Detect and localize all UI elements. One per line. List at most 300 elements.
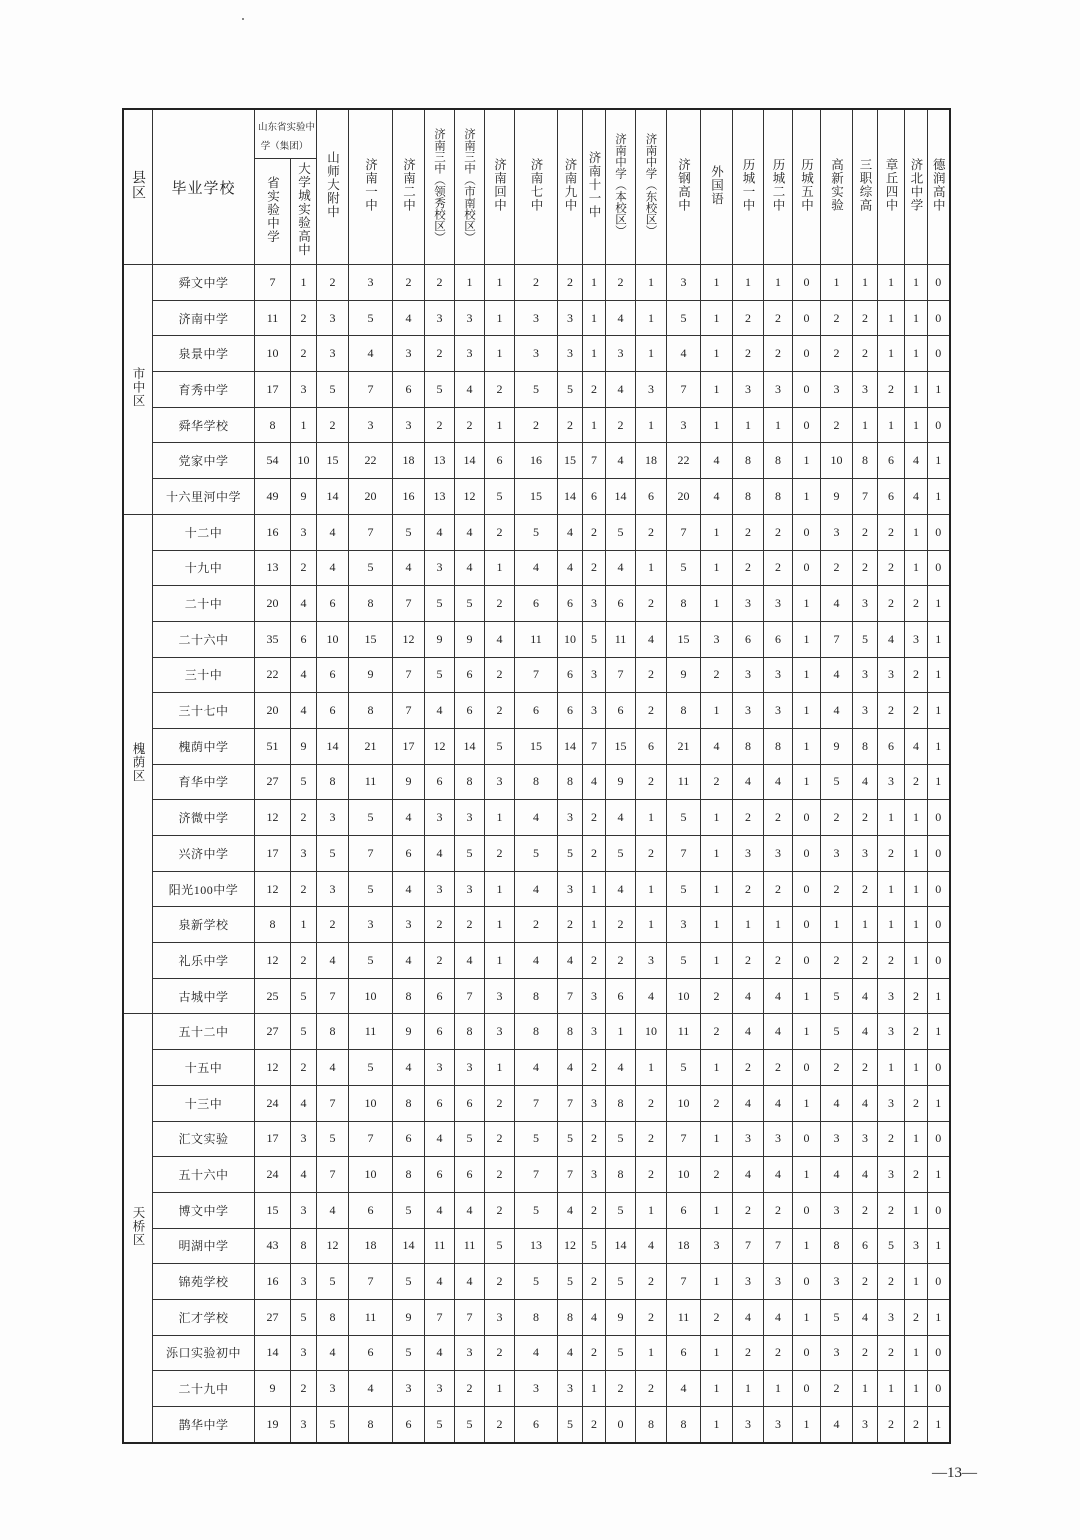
quota-value: 20 (667, 479, 701, 515)
quota-value: 12 (255, 800, 291, 836)
quota-value: 6 (515, 586, 558, 622)
school-name: 泉新学校 (153, 907, 255, 943)
quota-value: 1 (701, 407, 733, 443)
quota-value: 2 (764, 800, 793, 836)
quota-value: 5 (853, 621, 878, 657)
quota-value: 1 (485, 800, 515, 836)
quota-value: 11 (667, 764, 701, 800)
table-row (123, 550, 950, 586)
quota-value: 4 (636, 978, 667, 1014)
quota-value: 5 (291, 978, 317, 1014)
quota-value: 3 (349, 907, 393, 943)
quota-value: 11 (255, 300, 291, 336)
quota-value: 15 (255, 1192, 291, 1228)
quota-value: 4 (317, 1335, 349, 1371)
header-col-7 (485, 109, 515, 265)
quota-value: 5 (667, 943, 701, 979)
quota-value: 1 (905, 1050, 928, 1086)
quota-value: 5 (455, 836, 485, 872)
header-col-10-label: 济南十一中 (587, 151, 602, 219)
quota-value: 1 (733, 265, 764, 301)
header-col-9-label: 济南九中 (563, 158, 578, 212)
quota-value: 1 (764, 907, 793, 943)
quota-value: 1 (793, 1228, 821, 1264)
quota-value: 4 (701, 479, 733, 515)
header-col-18 (821, 109, 853, 265)
quota-value: 4 (317, 943, 349, 979)
quota-value: 8 (349, 586, 393, 622)
table-row (123, 1121, 950, 1157)
quota-value: 2 (821, 407, 853, 443)
quota-value: 2 (636, 693, 667, 729)
quota-value: 1 (701, 300, 733, 336)
quota-value: 2 (853, 1192, 878, 1228)
quota-value: 2 (425, 265, 455, 301)
quota-value: 2 (485, 1121, 515, 1157)
table-row (123, 978, 950, 1014)
table-row (123, 372, 950, 408)
header-col-2-label: 山师大附中 (325, 151, 341, 219)
quota-value: 2 (606, 943, 636, 979)
quota-value: 2 (733, 1050, 764, 1086)
quota-value: 10 (667, 978, 701, 1014)
header-col-17 (793, 109, 821, 265)
header-col-9 (558, 109, 583, 265)
quota-value: 2 (905, 1407, 928, 1443)
quota-value: 4 (636, 1228, 667, 1264)
quota-value: 3 (821, 1264, 853, 1300)
quota-value: 4 (558, 514, 583, 550)
quota-value: 3 (558, 800, 583, 836)
quota-value: 3 (425, 1050, 455, 1086)
quota-value: 4 (764, 1014, 793, 1050)
quota-value: 2 (733, 336, 764, 372)
quota-value: 1 (733, 407, 764, 443)
quota-value: 7 (317, 978, 349, 1014)
quota-value: 1 (701, 871, 733, 907)
school-name: 十三中 (153, 1085, 255, 1121)
quota-value: 8 (393, 1157, 425, 1193)
quota-value: 4 (515, 800, 558, 836)
quota-value: 6 (455, 1085, 485, 1121)
quota-value: 3 (291, 514, 317, 550)
quota-value: 3 (853, 586, 878, 622)
quota-value: 5 (349, 300, 393, 336)
header-col-16-label: 历城二中 (771, 158, 786, 212)
quota-value: 7 (425, 1299, 455, 1335)
quota-value: 22 (667, 443, 701, 479)
quota-value: 1 (905, 907, 928, 943)
quota-value: 3 (393, 336, 425, 372)
quota-value: 2 (878, 586, 905, 622)
quota-value: 6 (425, 978, 455, 1014)
quota-value: 20 (255, 693, 291, 729)
quota-value: 3 (425, 300, 455, 336)
quota-value: 16 (255, 514, 291, 550)
quota-value: 1 (905, 943, 928, 979)
quota-value: 2 (636, 764, 667, 800)
quota-value: 4 (455, 514, 485, 550)
quota-value: 2 (583, 550, 606, 586)
quota-value: 1 (905, 372, 928, 408)
quota-value: 8 (349, 693, 393, 729)
quota-value: 2 (853, 1050, 878, 1086)
header-col-22-label: 德润高中 (931, 158, 947, 212)
quota-value: 9 (291, 479, 317, 515)
quota-value: 0 (928, 871, 950, 907)
quota-value: 3 (878, 1157, 905, 1193)
header-col-21 (905, 109, 928, 265)
quota-value: 11 (667, 1299, 701, 1335)
quota-value: 1 (636, 871, 667, 907)
quota-value: 13 (255, 550, 291, 586)
quota-value: 2 (853, 300, 878, 336)
quota-value: 2 (515, 407, 558, 443)
quota-value: 5 (821, 978, 853, 1014)
quota-value: 7 (455, 1299, 485, 1335)
quota-value: 1 (928, 443, 950, 479)
quota-value: 2 (905, 764, 928, 800)
quota-value: 8 (317, 764, 349, 800)
quota-value: 7 (455, 978, 485, 1014)
district-name: 天桥区 (131, 1205, 146, 1247)
quota-value: 4 (701, 728, 733, 764)
quota-value: 4 (606, 372, 636, 408)
quota-value: 7 (667, 514, 701, 550)
table-row (123, 265, 950, 301)
quota-value: 4 (821, 586, 853, 622)
quota-value: 2 (291, 1050, 317, 1086)
quota-value: 5 (821, 764, 853, 800)
quota-value: 15 (515, 479, 558, 515)
table-row (123, 907, 950, 943)
quota-value: 6 (393, 1121, 425, 1157)
quota-value: 8 (515, 1014, 558, 1050)
quota-value: 5 (558, 836, 583, 872)
quota-value: 7 (606, 657, 636, 693)
quota-value: 4 (701, 443, 733, 479)
quota-value: 13 (515, 1228, 558, 1264)
quota-value: 1 (878, 907, 905, 943)
table-row (123, 1228, 950, 1264)
quota-value: 5 (606, 1192, 636, 1228)
quota-value: 4 (291, 657, 317, 693)
quota-value: 2 (878, 836, 905, 872)
quota-value: 2 (317, 265, 349, 301)
header-school-label: 毕业学校 (171, 178, 236, 197)
quota-value: 9 (393, 764, 425, 800)
quota-value: 0 (793, 1050, 821, 1086)
table-row (123, 800, 950, 836)
school-name: 济微中学 (153, 800, 255, 836)
quota-value: 2 (853, 514, 878, 550)
quota-value: 1 (905, 336, 928, 372)
header-col-14-label: 外国语 (709, 164, 725, 206)
quota-value: 4 (853, 1299, 878, 1335)
quota-value: 7 (764, 1228, 793, 1264)
quota-value: 5 (558, 1264, 583, 1300)
header-col-1-label: 大学城实验高中 (296, 162, 312, 257)
quota-value: 0 (928, 1121, 950, 1157)
header-col-11-label: 济南中学（本校区） (614, 133, 628, 237)
quota-value: 11 (455, 1228, 485, 1264)
quota-value: 2 (291, 800, 317, 836)
quota-value: 0 (928, 265, 950, 301)
header-school (153, 109, 255, 265)
quota-value: 2 (485, 514, 515, 550)
quota-value: 12 (425, 728, 455, 764)
quota-value: 6 (733, 621, 764, 657)
quota-value: 3 (733, 1121, 764, 1157)
quota-value: 15 (515, 728, 558, 764)
quota-value: 9 (393, 1014, 425, 1050)
quota-value: 8 (291, 1228, 317, 1264)
table-row (123, 1335, 950, 1371)
quota-value: 3 (853, 372, 878, 408)
quota-value: 4 (425, 836, 455, 872)
quota-value: 1 (636, 907, 667, 943)
header-col-16 (764, 109, 793, 265)
table-row (123, 836, 950, 872)
quota-value: 5 (606, 1335, 636, 1371)
quota-value: 4 (905, 728, 928, 764)
quota-value: 2 (558, 907, 583, 943)
school-name: 鹊华中学 (153, 1407, 255, 1443)
header-col-13 (667, 109, 701, 265)
quota-value: 3 (878, 764, 905, 800)
quota-value: 3 (667, 265, 701, 301)
quota-value: 8 (515, 764, 558, 800)
quota-value: 1 (701, 372, 733, 408)
quota-value: 7 (255, 265, 291, 301)
quota-value: 1 (878, 871, 905, 907)
quota-value: 5 (583, 1228, 606, 1264)
table-row (123, 871, 950, 907)
quota-value: 5 (349, 800, 393, 836)
quota-value: 8 (636, 1407, 667, 1443)
quota-value: 4 (425, 1192, 455, 1228)
quota-value: 0 (928, 1050, 950, 1086)
quota-value: 7 (853, 479, 878, 515)
quota-value: 1 (905, 265, 928, 301)
quota-value: 2 (606, 907, 636, 943)
quota-value: 3 (291, 836, 317, 872)
quota-value: 5 (393, 1264, 425, 1300)
quota-value: 2 (636, 1157, 667, 1193)
quota-value: 2 (853, 550, 878, 586)
quota-value: 6 (515, 693, 558, 729)
school-name: 汇才学校 (153, 1299, 255, 1335)
quota-value: 1 (701, 943, 733, 979)
header-col-11 (606, 109, 636, 265)
quota-value: 3 (485, 1299, 515, 1335)
quota-value: 7 (317, 1157, 349, 1193)
quota-value: 2 (583, 1050, 606, 1086)
quota-value: 8 (764, 443, 793, 479)
quota-value: 1 (878, 407, 905, 443)
quota-value: 3 (853, 836, 878, 872)
quota-value: 1 (905, 514, 928, 550)
quota-value: 3 (606, 336, 636, 372)
quota-value: 1 (878, 300, 905, 336)
quota-value: 0 (793, 1335, 821, 1371)
quota-value: 1 (291, 265, 317, 301)
quota-value: 4 (606, 1050, 636, 1086)
quota-value: 2 (485, 1264, 515, 1300)
quota-value: 5 (485, 728, 515, 764)
quota-value: 9 (425, 621, 455, 657)
quota-value: 4 (558, 1192, 583, 1228)
quota-value: 0 (793, 407, 821, 443)
header-group-shiyan-label: 山东省实验中学（集团） (257, 122, 315, 152)
quota-value: 2 (878, 550, 905, 586)
quota-value: 2 (821, 943, 853, 979)
quota-value: 5 (485, 479, 515, 515)
quota-value: 2 (733, 871, 764, 907)
quota-value: 27 (255, 1014, 291, 1050)
quota-value: 1 (764, 1371, 793, 1407)
quota-value: 6 (393, 1407, 425, 1443)
quota-value: 3 (821, 1335, 853, 1371)
quota-value: 7 (821, 621, 853, 657)
quota-value: 4 (515, 871, 558, 907)
quota-value: 2 (636, 514, 667, 550)
quota-value: 0 (928, 300, 950, 336)
quota-value: 1 (878, 1371, 905, 1407)
quota-value: 2 (636, 1121, 667, 1157)
quota-value: 7 (393, 657, 425, 693)
quota-value: 18 (667, 1228, 701, 1264)
quota-value: 1 (853, 907, 878, 943)
quota-value: 1 (928, 586, 950, 622)
quota-value: 8 (349, 1407, 393, 1443)
header-col-0-label: 省实验中学 (265, 175, 281, 244)
quota-value: 3 (455, 300, 485, 336)
quota-value: 1 (583, 407, 606, 443)
quota-value: 4 (317, 514, 349, 550)
header-group-shiyan (255, 109, 317, 159)
quota-value: 5 (393, 514, 425, 550)
quota-value: 0 (928, 836, 950, 872)
quota-value: 20 (255, 586, 291, 622)
quota-value: 2 (853, 871, 878, 907)
quota-value: 1 (878, 1050, 905, 1086)
quota-value: 6 (878, 443, 905, 479)
quota-value: 1 (905, 1264, 928, 1300)
quota-value: 6 (606, 693, 636, 729)
quota-value: 3 (558, 300, 583, 336)
header-col-3 (349, 109, 393, 265)
quota-value: 1 (701, 1192, 733, 1228)
quota-value: 10 (349, 1157, 393, 1193)
quota-value: 1 (905, 800, 928, 836)
quota-value: 2 (821, 871, 853, 907)
quota-value: 1 (905, 1121, 928, 1157)
quota-value: 2 (733, 550, 764, 586)
quota-value: 1 (928, 1014, 950, 1050)
quota-value: 5 (606, 514, 636, 550)
quota-value: 1 (905, 1192, 928, 1228)
quota-value: 24 (255, 1157, 291, 1193)
quota-value: 2 (291, 300, 317, 336)
quota-value: 13 (425, 443, 455, 479)
quota-value: 3 (349, 265, 393, 301)
header-col-13-label: 济钢高中 (676, 158, 692, 212)
table-row (123, 1371, 950, 1407)
quota-value: 3 (393, 907, 425, 943)
quota-value: 1 (636, 800, 667, 836)
quota-value: 0 (793, 336, 821, 372)
quota-value: 12 (255, 1050, 291, 1086)
quota-value: 6 (455, 657, 485, 693)
quota-value: 3 (393, 407, 425, 443)
quota-value: 3 (425, 1371, 455, 1407)
quota-value: 11 (667, 1014, 701, 1050)
quota-value: 4 (853, 1085, 878, 1121)
quota-value: 1 (793, 764, 821, 800)
quota-value: 3 (393, 1371, 425, 1407)
quota-value: 15 (317, 443, 349, 479)
quota-value: 17 (255, 1121, 291, 1157)
quota-value: 5 (317, 372, 349, 408)
quota-value: 35 (255, 621, 291, 657)
quota-value: 2 (853, 1264, 878, 1300)
quota-value: 0 (793, 1192, 821, 1228)
quota-value: 0 (793, 300, 821, 336)
quota-value: 22 (255, 657, 291, 693)
quota-value: 24 (255, 1085, 291, 1121)
quota-value: 12 (455, 479, 485, 515)
school-name: 十九中 (153, 550, 255, 586)
quota-value: 2 (583, 1121, 606, 1157)
quota-value: 0 (928, 1371, 950, 1407)
quota-value: 3 (349, 407, 393, 443)
quota-value: 1 (606, 1014, 636, 1050)
quota-value: 4 (733, 1157, 764, 1193)
quota-value: 11 (349, 1299, 393, 1335)
quota-value: 4 (853, 1014, 878, 1050)
quota-value: 4 (515, 943, 558, 979)
quota-value: 12 (317, 1228, 349, 1264)
quota-value: 2 (733, 943, 764, 979)
quota-value: 16 (515, 443, 558, 479)
quota-value: 7 (349, 1264, 393, 1300)
quota-value: 16 (255, 1264, 291, 1300)
quota-value: 2 (764, 300, 793, 336)
quota-value: 3 (821, 1121, 853, 1157)
scan-speck (242, 18, 244, 20)
quota-value: 2 (515, 265, 558, 301)
quota-value: 5 (821, 1014, 853, 1050)
quota-value: 5 (425, 657, 455, 693)
quota-value: 4 (636, 621, 667, 657)
district-cell (123, 514, 153, 1014)
quota-value: 7 (583, 443, 606, 479)
quota-value: 14 (317, 479, 349, 515)
quota-value: 3 (667, 407, 701, 443)
quota-value: 3 (905, 621, 928, 657)
quota-value: 8 (853, 443, 878, 479)
quota-value: 2 (558, 407, 583, 443)
quota-value: 1 (905, 1371, 928, 1407)
quota-value: 1 (485, 407, 515, 443)
quota-value: 4 (425, 1264, 455, 1300)
quota-value: 1 (793, 693, 821, 729)
header-col-6-label: 济南三中（市南校区） (463, 127, 477, 243)
quota-value: 3 (291, 372, 317, 408)
quota-value: 1 (455, 265, 485, 301)
quota-value: 2 (878, 1264, 905, 1300)
